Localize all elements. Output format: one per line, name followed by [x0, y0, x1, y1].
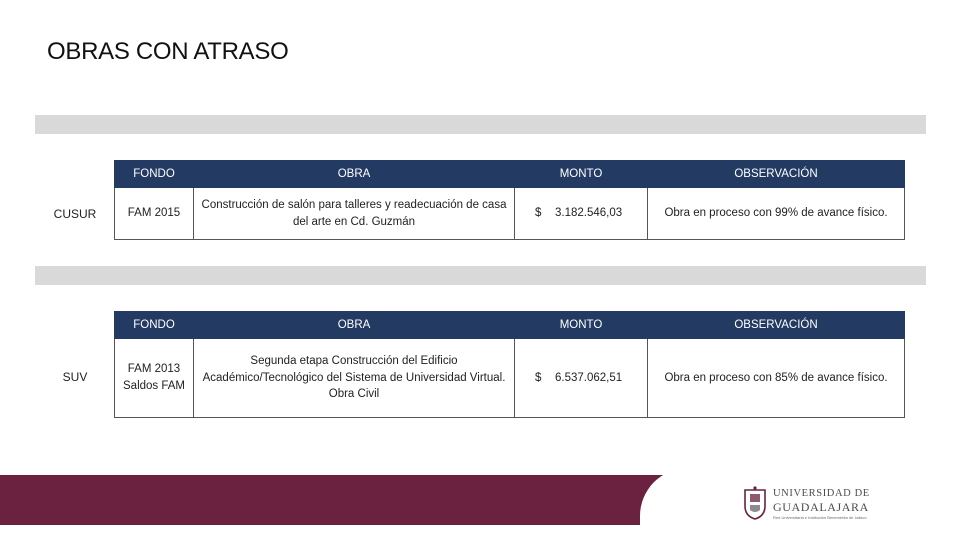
cell-obra: Construcción de salón para talleres y readecuación de casa del arte en Cd. Guzmán — [194, 188, 515, 240]
currency-symbol: $ — [535, 371, 542, 384]
logo-line-1: UNIVERSIDAD DE — [773, 488, 870, 499]
header-observacion: OBSERVACIÓN — [648, 312, 905, 339]
cell-obra: Segunda etapa Construcción del Edificio Académico/Tecnológico del Sistema de Universidad Virtual. Obra Civil — [194, 339, 515, 418]
section-band — [35, 115, 926, 134]
cell-fondo: FAM 2013 Saldos FAM — [115, 339, 194, 418]
university-logo — [742, 484, 872, 524]
table-row — [115, 339, 905, 418]
table-row — [115, 188, 905, 240]
cell-observacion: Obra en proceso con 99% de avance físico. — [648, 188, 905, 240]
table-header-row — [115, 312, 905, 339]
university-seal-icon — [742, 486, 768, 520]
table-header-row — [115, 161, 905, 188]
header-obra: OBRA — [194, 161, 515, 188]
monto-value: 6.537.062,51 — [555, 371, 623, 384]
section-band — [35, 266, 926, 285]
header-fondo: FONDO — [115, 161, 194, 188]
header-observacion: OBSERVACIÓN — [648, 161, 905, 188]
header-fondo: FONDO — [115, 312, 194, 339]
cell-fondo: FAM 2015 — [115, 188, 194, 240]
campus-label: SUV — [62, 370, 88, 384]
logo-line-3: Red Universitaria e Institución Benemérita de Jalisco — [773, 515, 867, 520]
currency-symbol: $ — [535, 207, 542, 220]
cell-monto — [515, 339, 648, 418]
obras-table-suv — [114, 311, 905, 418]
monto-value: 3.182.546,03 — [555, 207, 623, 220]
cell-monto — [515, 188, 648, 240]
header-monto: MONTO — [515, 312, 648, 339]
campus-label: CUSUR — [53, 207, 97, 221]
slide-title: OBRAS CON ATRASO — [47, 38, 289, 65]
cell-observacion: Obra en proceso con 85% de avance físico. — [648, 339, 905, 418]
header-monto: MONTO — [515, 161, 648, 188]
obras-table-cusur — [114, 160, 905, 240]
logo-line-2: GUADALAJARA — [773, 500, 869, 514]
header-obra: OBRA — [194, 312, 515, 339]
